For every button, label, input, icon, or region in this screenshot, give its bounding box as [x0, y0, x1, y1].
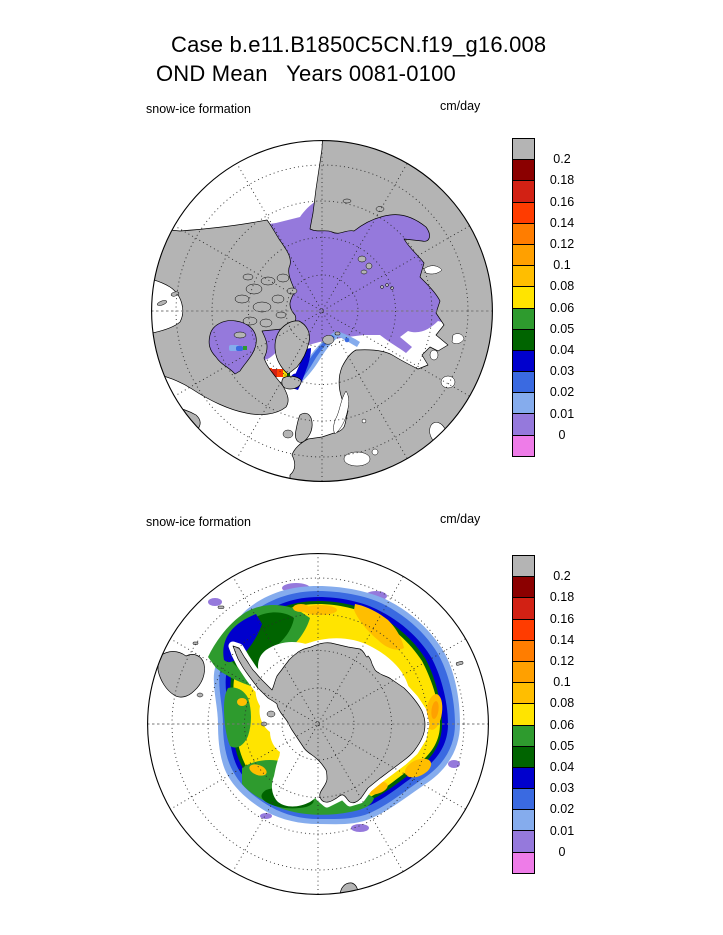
colorbar-cell	[512, 223, 535, 245]
arctic-map	[150, 139, 494, 483]
colorbar-cell	[512, 413, 535, 435]
colorbar-tick-label: 0.08	[549, 696, 575, 711]
field-label-arctic: snow-ice formation	[146, 102, 251, 116]
units-label-arctic: cm/day	[440, 99, 481, 113]
colorbar-cell	[512, 830, 535, 852]
colorbar-tick-label: 0.04	[549, 343, 575, 357]
colorbar-cell	[512, 350, 535, 372]
colorbar-cell	[512, 555, 535, 577]
colorbar-cell	[512, 852, 535, 874]
page-title: Case b.e11.B1850C5CN.f19_g16.008	[171, 32, 547, 57]
colorbar-cell	[512, 265, 535, 287]
colorbar-tick-label: 0.06	[549, 300, 575, 315]
colorbar-tick-label: 0	[558, 844, 566, 859]
colorbar-tick-label: 0.12	[549, 237, 575, 251]
colorbar-cell	[512, 703, 535, 725]
colorbar-cell	[512, 746, 535, 768]
colorbar-cell	[512, 180, 535, 202]
colorbar-cell	[512, 597, 535, 619]
colorbar-cell	[512, 435, 535, 457]
colorbar-cell	[512, 619, 535, 641]
colorbar-cell	[512, 392, 535, 414]
colorbar-tick-label: 0.01	[549, 823, 575, 838]
colorbar-tick-label: 0.2	[553, 152, 571, 167]
colorbar-tick-label: 0.1	[553, 258, 571, 273]
colorbar-cell	[512, 767, 535, 789]
colorbar-tick-label: 0.2	[553, 569, 571, 584]
colorbar-cell	[512, 725, 535, 747]
colorbar-cell	[512, 308, 535, 330]
colorbar-cell	[512, 788, 535, 810]
colorbar-cell	[512, 159, 535, 181]
colorbar-tick-label: 0.18	[549, 590, 575, 605]
svalbard-landmass	[323, 335, 334, 344]
colorbar-cell	[512, 682, 535, 704]
colorbar-tick-label: 0.02	[549, 802, 575, 817]
colorbar-cell	[512, 809, 535, 831]
colorbar-tick-label: 0.02	[549, 385, 575, 400]
colorbar-tick-label: 0.12	[549, 654, 575, 668]
colorbar-tick-label: 0.05	[549, 321, 575, 336]
colorbar-tick-label: 0.05	[549, 738, 575, 753]
colorbar-tick-label: 0.1	[553, 675, 571, 690]
colorbar-cell	[512, 244, 535, 266]
colorbar-cell	[512, 138, 535, 160]
colorbar-tick-label: 0.18	[549, 173, 575, 188]
page-subtitle: OND Mean Years 0081-0100	[156, 61, 456, 86]
colorbar-cell	[512, 329, 535, 351]
colorbar-tick-label: 0.16	[549, 194, 575, 209]
colorbar-tick-label: 0.16	[549, 611, 575, 626]
colorbar-tick-label: 0.08	[549, 279, 575, 294]
colorbar-arctic	[512, 138, 575, 457]
colorbar-cell	[512, 661, 535, 683]
antarctic-map	[146, 552, 490, 896]
colorbar-tick-label: 0.03	[549, 364, 575, 379]
colorbar-tick-label: 0	[558, 427, 566, 442]
colorbar-cell	[512, 202, 535, 224]
colorbar-tick-label: 0.03	[549, 781, 575, 796]
colorbar-tick-label: 0.14	[549, 215, 575, 230]
units-label-antarctic: cm/day	[440, 512, 481, 526]
colorbar-cell	[512, 286, 535, 308]
colorbar-tick-label: 0.04	[549, 760, 575, 774]
colorbar-antarctic	[512, 555, 575, 874]
colorbar-tick-label: 0.01	[549, 406, 575, 421]
colorbar-tick-label: 0.14	[549, 632, 575, 647]
colorbar-tick-label: 0.06	[549, 717, 575, 732]
colorbar-cell	[512, 371, 535, 393]
colorbar-cell	[512, 640, 535, 662]
field-label-antarctic: snow-ice formation	[146, 515, 251, 529]
colorbar-cell	[512, 576, 535, 598]
ireland-landmass	[283, 430, 293, 438]
